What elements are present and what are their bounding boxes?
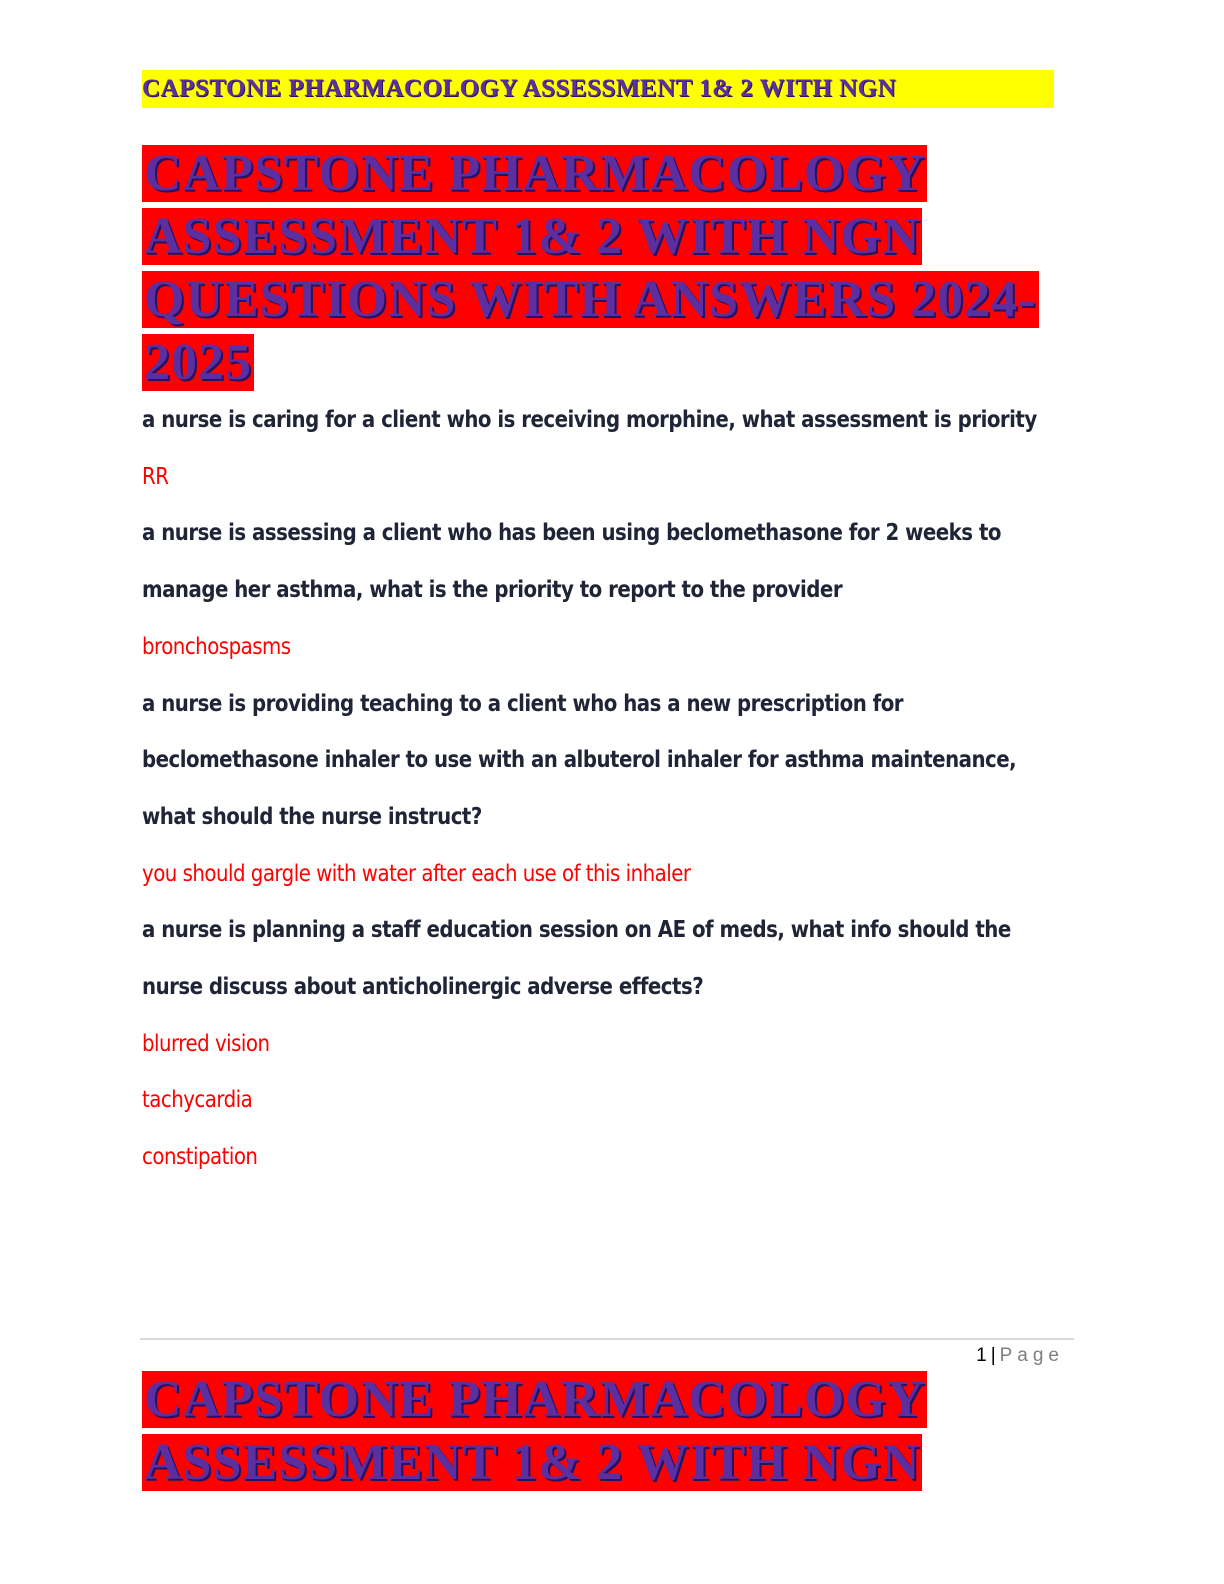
- question-line: a nurse is assessing a client who has been using beclomethasone for 2 weeks to: [142, 520, 1001, 547]
- question-line: manage her asthma, what is the priority to report to the provider: [142, 577, 843, 604]
- answer-line: RR: [142, 463, 169, 490]
- page-number: 1: [976, 1345, 987, 1366]
- answer-line: constipation: [142, 1144, 258, 1171]
- answer-line: tachycardia: [142, 1087, 253, 1114]
- page-separator: |: [990, 1345, 996, 1366]
- question-line: a nurse is providing teaching to a client who has a new prescription for: [142, 690, 904, 717]
- running-header-title: CAPSTONE PHARMACOLOGY ASSESSMENT 1& 2 WITH NGN: [142, 75, 897, 102]
- answer-line: you should gargle with water after each use of this inhaler: [142, 860, 691, 887]
- next-page-title: [142, 1368, 1062, 1494]
- answer-line: blurred vision: [142, 1030, 270, 1057]
- page-label: Page: [999, 1345, 1064, 1366]
- question-line: a nurse is caring for a client who is receiving morphine, what assessment is priority: [142, 407, 1037, 433]
- next-page-title-text: CAPSTONE PHARMACOLOGY ASSESSMENT 1& 2 WITH NGN: [144, 1371, 926, 1491]
- running-header: [142, 70, 1054, 108]
- question-line: a nurse is planning a staff education session on AE of meds, what info should the: [142, 917, 1011, 944]
- document-title: [142, 142, 1062, 394]
- footer-divider: [140, 1338, 1074, 1340]
- question-line: beclomethasone inhaler to use with an albuterol inhaler for asthma maintenance,: [142, 747, 1017, 774]
- qa-list: [142, 392, 1072, 1186]
- page-footer: [976, 1345, 1064, 1367]
- question-line: nurse discuss about anticholinergic adverse effects?: [142, 974, 704, 1001]
- answer-line: bronchospasms: [142, 633, 291, 660]
- document-title-text: CAPSTONE PHARMACOLOGY ASSESSMENT 1& 2 WITH NGN QUESTIONS WITH ANSWERS 2024-2025: [144, 145, 1037, 391]
- question-line: what should the nurse instruct?: [142, 803, 482, 830]
